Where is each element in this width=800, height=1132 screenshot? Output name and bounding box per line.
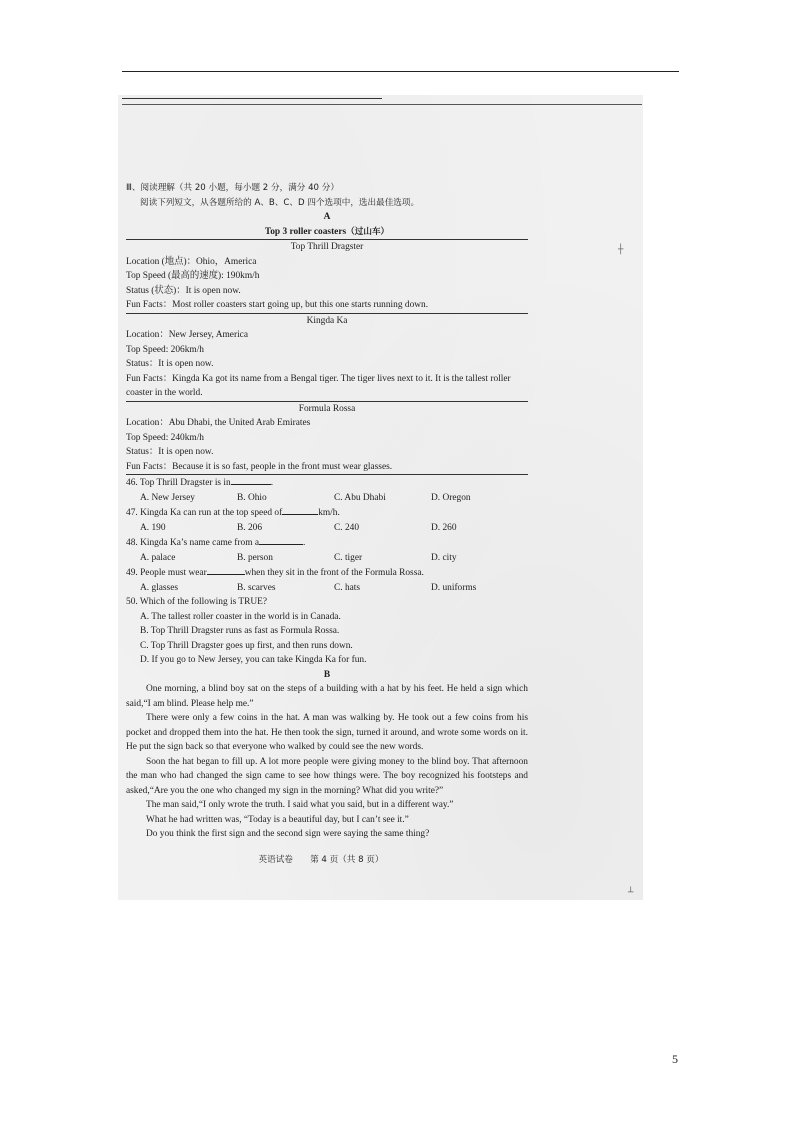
coaster-name: Formula Rossa <box>298 403 356 414</box>
coaster-block <box>126 240 528 313</box>
stem-text-end: when they sit in the front of the Formula Rossa. <box>244 568 424 578</box>
coaster-facts: Fun Facts：Most roller coasters start going up, but this one starts running down. <box>126 300 429 310</box>
table-title <box>126 225 528 240</box>
answer-blank <box>282 505 318 515</box>
option-b: B. person <box>237 552 273 563</box>
option-row <box>140 581 528 596</box>
option-c: C. hats <box>334 582 361 593</box>
option-b: B. Top Thrill Dragster runs as fast as Formula Rossa. <box>140 626 340 636</box>
passage-paragraph: There were only a few coins in the hat. A man was walking by. He took out a few coins from his pocket and dropped them into the hat. He then took the sign, turned it around, and wrote some words on it. He put the sign back so that everyone who walked by could see the new words. <box>126 713 528 752</box>
coaster-name: Kingda Ka <box>306 315 348 326</box>
answer-blank <box>259 535 303 545</box>
header-rule <box>122 71 679 72</box>
question-stem <box>126 535 528 551</box>
option-b: B. scarves <box>237 582 276 593</box>
answer-blank <box>207 565 245 575</box>
coaster-status: Status (状态)：It is open now. <box>126 285 241 296</box>
option-b: B. Ohio <box>237 492 267 503</box>
coaster-status: Status：It is open now. <box>126 359 214 369</box>
page-number: 5 <box>672 1052 678 1066</box>
scan-tick-mark: ┼ <box>618 245 624 255</box>
table-title-en: Top 3 roller coasters <box>264 226 347 237</box>
option-d: D. If you go to New Jersey, you can take Kingda Ka for fun. <box>140 655 367 665</box>
question-48 <box>126 535 528 565</box>
option-d: D. uniforms <box>431 582 477 593</box>
option-a: A. New Jersey <box>140 492 195 503</box>
question-stem: 50. Which of the following is TRUE? <box>126 597 268 607</box>
option-d: D. Oregon <box>431 492 471 503</box>
option-a: A. glasses <box>140 582 179 593</box>
scan-rule-long <box>122 104 642 105</box>
question-47 <box>126 505 528 535</box>
coaster-location: Location (地点)：Ohio，America <box>126 256 257 267</box>
stem-text: 48. Kingda Ka’s name came from a <box>126 538 260 548</box>
option-d: D. 260 <box>431 522 457 533</box>
scan-tick-mark: ┴ <box>628 888 634 898</box>
section-heading: Ⅲ、阅读理解（共 20 小题，每小题 2 分，满分 40 分） <box>126 183 339 193</box>
option-row <box>140 521 528 536</box>
table-title-cn: （过山车） <box>346 226 390 237</box>
exam-content <box>126 181 528 842</box>
question-stem <box>126 475 528 491</box>
passage-paragraph: The man said,“I only wrote the truth. I said what you said, but in a different way.” <box>146 800 454 810</box>
scanned-exam-page <box>118 95 643 900</box>
coaster-status: Status：It is open now. <box>126 447 214 457</box>
coaster-location: Location：Abu Dhabi, the United Arab Emirates <box>126 418 311 428</box>
option-a: A. 190 <box>140 522 166 533</box>
option-a: A. palace <box>140 552 176 563</box>
coaster-name: Top Thrill Dragster <box>290 242 364 252</box>
coaster-location: Location：New Jersey, America <box>126 330 249 340</box>
exam-footer: 英语试卷 第 4 页（共 8 页） <box>258 855 384 865</box>
option-row <box>140 491 528 506</box>
question-50 <box>126 595 528 668</box>
coaster-speed: Top Speed: 206km/h <box>126 344 204 355</box>
stem-text: 46. Top Thrill Dragster is in <box>126 478 231 488</box>
stem-text-end: km/h. <box>318 508 340 518</box>
stem-text-end: . <box>303 538 306 548</box>
question-46 <box>126 475 528 505</box>
passage-b-letter: B <box>323 669 331 680</box>
option-c: C. 240 <box>334 522 360 533</box>
question-stem <box>126 565 528 581</box>
option-a: A. The tallest roller coaster in the world is in Canada. <box>140 611 341 622</box>
option-d: D. city <box>431 552 457 563</box>
passage-paragraph: One morning, a blind boy sat on the steps of a building with a hat by his feet. He held a sign which said,“I am blind. Please help me.” <box>126 684 528 709</box>
coaster-block <box>126 401 528 475</box>
question-stem <box>126 505 528 521</box>
coaster-block <box>126 313 528 401</box>
option-c: C. Top Thrill Dragster goes up first, and then runs down. <box>140 640 353 651</box>
passage-paragraph: What he had written was, “Today is a beautiful day, but I can’t see it.” <box>146 814 409 825</box>
scan-rule-short <box>122 98 382 99</box>
passage-paragraph: Do you think the first sign and the second sign were saying the same thing? <box>146 829 430 839</box>
passage-paragraph: Soon the hat began to fill up. A lot more people were giving money to the blind boy. That afternoon the man who had changed the sign came to see how things were. The boy recognized his footsteps and asked,“Are you the one who changed my sign in the morning? What did you write?” <box>126 756 528 796</box>
coaster-speed: Top Speed: 240km/h <box>126 432 204 443</box>
coaster-facts: Fun Facts：Because it is so fast, people in the front must wear glasses. <box>126 461 393 472</box>
section-instruction: 阅读下列短文，从各题所给的 A、B、C、D 四个选项中，选出最佳选项。 <box>140 197 420 208</box>
option-row <box>140 551 528 566</box>
roller-coaster-table <box>126 239 528 475</box>
option-b: B. 206 <box>237 522 263 533</box>
stem-text-end: . <box>270 478 274 488</box>
passage-a-letter: A <box>323 212 331 222</box>
option-c: C. Abu Dhabi <box>334 492 386 503</box>
coaster-facts: Fun Facts：Kingda Ka got its name from a Bengal tiger. The tiger lives next to it. It is the tallest roller coaster in the world. <box>126 373 511 398</box>
option-c: C. tiger <box>334 552 363 563</box>
stem-text: 47. Kingda Ka can run at the top speed of <box>126 508 283 518</box>
stem-text: 49. People must wear <box>126 568 207 578</box>
question-49 <box>126 565 528 595</box>
answer-blank <box>231 475 271 485</box>
coaster-speed: Top Speed (最高的速度): 190km/h <box>126 271 260 281</box>
